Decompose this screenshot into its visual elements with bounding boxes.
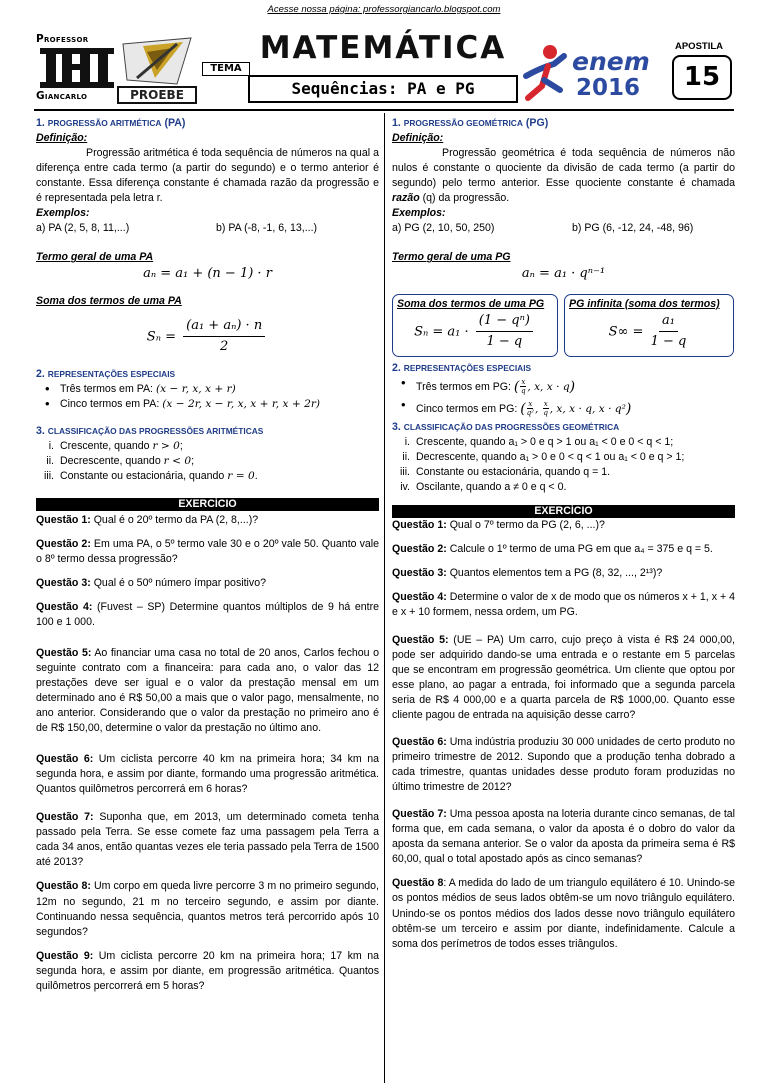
pa-special-title: 2. REPRESENTAÇÕES ESPECIAIS [36, 367, 176, 380]
pa-examples-label: Exemplos: [36, 207, 90, 220]
list-item: • Cinco termos em PA: (x − 2r, x − r, x, x + r, x + 2r) [60, 397, 379, 412]
pg-example-a: a) PG (2, 10, 50, 250) [392, 222, 495, 235]
pa-special-list [36, 382, 379, 412]
pencil-emblem-icon [117, 34, 197, 88]
pg-question-6: Questão 6: Uma indústria produziu 30 000 unidades de certo produto no primeiro trimestre de 2012. Supondo que a produção tenha dobrado a cada trimestre, quantas unidades desse produto foram produzidas no último trimestre de 2012? [392, 736, 735, 794]
pg-sum-label: Soma dos termos de uma PG [397, 297, 545, 310]
pg-question-2: Questão 2: Calcule o 1º termo de uma PG em que a₄ = 375 e q = 5. [392, 542, 713, 555]
pa-sum-formula: Sₙ = $\frac{\text{(a₁ + aₙ) · n}}{2}$ [36, 317, 379, 357]
proebe-label: PROEBE [117, 86, 197, 104]
list-item: i. Crescente, quando a₁ > 0 e q > 1 ou a₁ < 0 e 0 < q < 1; [404, 435, 674, 448]
pa-question-2: Questão 2: Em uma PA, o 5º termo vale 30 e o 20º vale 50. Quanto vale o 8º termo dessa progressão? [36, 537, 380, 565]
pg-classification-title: 3. CLASSIFICAÇÃO DAS PROGRESSÕES GEOMÉTRICA [392, 420, 620, 433]
list-item: iv. Oscilante, quando a ≠ 0 e q < 0. [400, 480, 567, 493]
pg-question-7: Questão 7: Uma pessoa aposta na loteria durante cinco semanas, de tal forma que, em cada semana, o valor da aposta é o dobro do valor da aposta da semana anterior. Se o valor da aposta da primeira sema é R$ 60,00, qual o total apostado após as cinco semanas? [392, 808, 736, 866]
pg-sum-boxes [392, 294, 735, 357]
list-item: i. Crescente, quando r > 0; [48, 439, 183, 452]
list-item: iii. Constante ou estacionária, quando q = 1. [399, 465, 611, 478]
list-item: • Três termos em PG: ( $\frac{x}{q}$ , x, x · q) [416, 376, 735, 398]
pa-definition-text: Progressão aritmética é toda sequência de números na qual a diferença entre cada termo (a partir do segundo) e o termo anterior é constante. Essa diferença constante é chamada razão da progressão e é representada pela letra r. [36, 147, 379, 205]
list-item: iii. Constante ou estacionária, quando r = 0. [43, 469, 258, 482]
pa-general-term-label: Termo geral de uma PA [36, 251, 154, 264]
pg-infinite-label: PG infinita (soma dos termos) [569, 297, 720, 310]
list-item: • Cinco termos em PG: ( $\frac{x}{\text{q²}}$ , $\frac{x}{q}$ , x, x · q, x · q²) [416, 398, 735, 420]
pg-general-term-formula: aₙ = a₁ · qⁿ⁻¹ [521, 266, 606, 282]
page-title: MATEMÁTICA [259, 30, 507, 66]
pa-classification-list [36, 439, 379, 484]
pg-general-term-label: Termo geral de uma PG [392, 251, 511, 264]
pa-question-8: Questão 8: Um corpo em queda livre percorre 3 m no primeiro segundo, 12m no segundo, 21 m no terceiro segundo, e assim por diante. Continuando nessa sequência, quantos metros terá percorrido após 10 segundos? [36, 880, 379, 938]
pa-classification-title: 3. CLASSIFICAÇÃO DAS PROGRESSÕES ARITMÉTICAS [36, 424, 264, 437]
pa-section-title: 1. PROGRESSÃO ARITMÉTICA (PA) [36, 117, 186, 129]
pg-question-8: Questão 8: A medida do lado de um triangulo equilátero é 10. Unindo-se os pontos médios de seus lados obtêm-se um novo triângulo equilátero. Unindo-se os pontos médios dos lados desse novo triângulo equilátero obtêm-se um terceiro e assim por diante, indefinidamente. Calcule a soma dos perímetros de todos esses triângulos. [392, 877, 735, 950]
header-divider [34, 109, 734, 111]
site-link[interactable]: Acesse nossa página: professorgiancarlo.blogspot.com [267, 4, 501, 15]
pg-question-4: Questão 4: Determine o valor de x de modo que os números x + 1, x + 4 e x + 10 formem, nessa ordem, um PG. [392, 590, 735, 618]
pa-question-1: Questão 1: Qual é o 20º termo da PA (2, 8,...)? [36, 513, 259, 526]
pg-examples-label: Exemplos: [392, 207, 446, 220]
enem-name: enem [572, 47, 650, 76]
pg-question-5: Questão 5: (UE – PA) Um carro, cujo preço à vista é R$ 24 000,00, pode ser adquirido dando-se uma entrada e o restante em 5 parcelas que se encontram em progressão geométrica. Um cliente que optou por esse plano, ao pagar a entrada, foi informado que a segunda parcela seria de R$ 4 000,00 e a quarta parcela de R$ 1000,00. Quanto esse cliente pagou de entrada na aquisição desse carro? [392, 634, 736, 722]
pa-question-9: Questão 9: Um ciclista percorre 20 km na primeira hora; 17 km na segunda hora, e assim por diante, em progressão aritmética. Quantos quilômetros percorrerá em 5 horas? [36, 949, 379, 992]
pg-special-title: 2. REPRESENTAÇÕES ESPECIAIS [392, 361, 532, 374]
enem-runner-icon [520, 42, 572, 102]
pa-question-6: Questão 6: Um ciclista percorre 40 km na primeira hora; 34 km na segunda hora, e assim por diante, formando uma progressão aritmética. Quantos quilômetros percorrerá em 6 horas? [36, 753, 379, 796]
pa-question-3: Questão 3: Qual é o 50º número ímpar positivo? [36, 576, 266, 589]
pg-sum-box [392, 294, 558, 357]
pa-general-term-formula: aₙ = a₁ + (n − 1) · r [143, 266, 272, 282]
pg-definition-text: Progressão geométrica é toda sequência de números não nulos é constante o quociente da divisão de cada termo (a partir do segundo) pelo termo anterior. Esse quociente constante é chamada razão (q) da progressão. [392, 147, 735, 205]
pa-question-4: Questão 4: (Fuvest – SP) Determine quantos múltiplos de 9 há entre 100 e 1 000. [36, 601, 380, 629]
author-name-top: Professor [36, 33, 89, 45]
pg-exercise-header: EXERCÍCIO [392, 505, 735, 518]
pg-infinite-box [564, 294, 734, 357]
pg-classification-list [392, 435, 735, 495]
pg-example-b: b) PG (6, -12, 24, -48, 96) [572, 222, 694, 235]
tema-label: TEMA [202, 62, 250, 76]
pg-column [392, 116, 735, 952]
pg-sum-formula: Sₙ = a₁ · $\frac{\text{(1 − qⁿ)}}{1 - q}$ [397, 312, 553, 352]
proebe-logo [117, 34, 197, 104]
pg-examples [392, 221, 735, 236]
page-subtitle: Sequências: PA e PG [248, 75, 518, 103]
pa-example-a: a) PA (2, 5, 8, 11,...) [36, 222, 130, 235]
apostila-label: APOSTILA [674, 41, 724, 52]
pa-example-b: b) PA (-8, -1, 6, 13,...) [216, 222, 318, 235]
author-name-bottom: Giancarlo [36, 90, 88, 103]
pa-examples [36, 221, 379, 236]
pg-special-list [392, 376, 735, 420]
gi-monogram-icon [40, 48, 114, 88]
column-divider [384, 113, 385, 1083]
pg-definition-label: Definição: [392, 132, 444, 145]
pg-section-title: 1. PROGRESSÃO GEOMÉTRICA (PG) [392, 117, 549, 129]
list-item: ii. Decrescente, quando a₁ > 0 e 0 < q < 1 ou a₁ < 0 e q > 1; [402, 450, 685, 463]
pa-question-5: Questão 5: Ao financiar uma casa no total de 20 anos, Carlos fechou o seguinte contrato com a financeira: para cada ano, o valor das 12 prestações deve ser igual e o valor da prestação mensal em um determinado ano é R$ 50,00 a mais que o valor pago, mensalmente, no ano anterior. Considerando que o valor da prestação no primeiro ano é de R$ 150,00, determine o valor da prestação no último ano. [36, 647, 379, 735]
apostila-number: 15 [672, 55, 732, 100]
professor-logo [36, 30, 118, 106]
enem-logo [520, 40, 650, 104]
pa-column [36, 116, 379, 994]
pa-question-7: Questão 7: Suponha que, em 2013, um determinado cometa tenha passado pela Terra. Se esse comete faz uma passagem pela Terra a cada 34 anos, então quantas vezes ele teria passado pela Terra de 1500 até 2013? [36, 811, 379, 869]
pa-definition-label: Definição: [36, 132, 88, 145]
pg-question-1: Questão 1: Qual o 7º termo da PG (2, 6, ...)? [392, 518, 605, 531]
pa-sum-label: Soma dos termos de uma PA [36, 294, 182, 307]
list-item: • Três termos em PA: (x − r, x, x + r) [60, 382, 379, 397]
enem-year: 2016 [576, 75, 641, 101]
pg-question-3: Questão 3: Quantos elementos tem a PG (8, 32, ..., 2¹³)? [392, 566, 663, 579]
list-item: ii. Decrescente, quando r < 0; [46, 454, 195, 467]
pg-infinite-formula: S∞ = $\frac{\text{a₁}}{1 - q}$ [608, 312, 687, 350]
pa-exercise-header: EXERCÍCIO [36, 498, 379, 511]
